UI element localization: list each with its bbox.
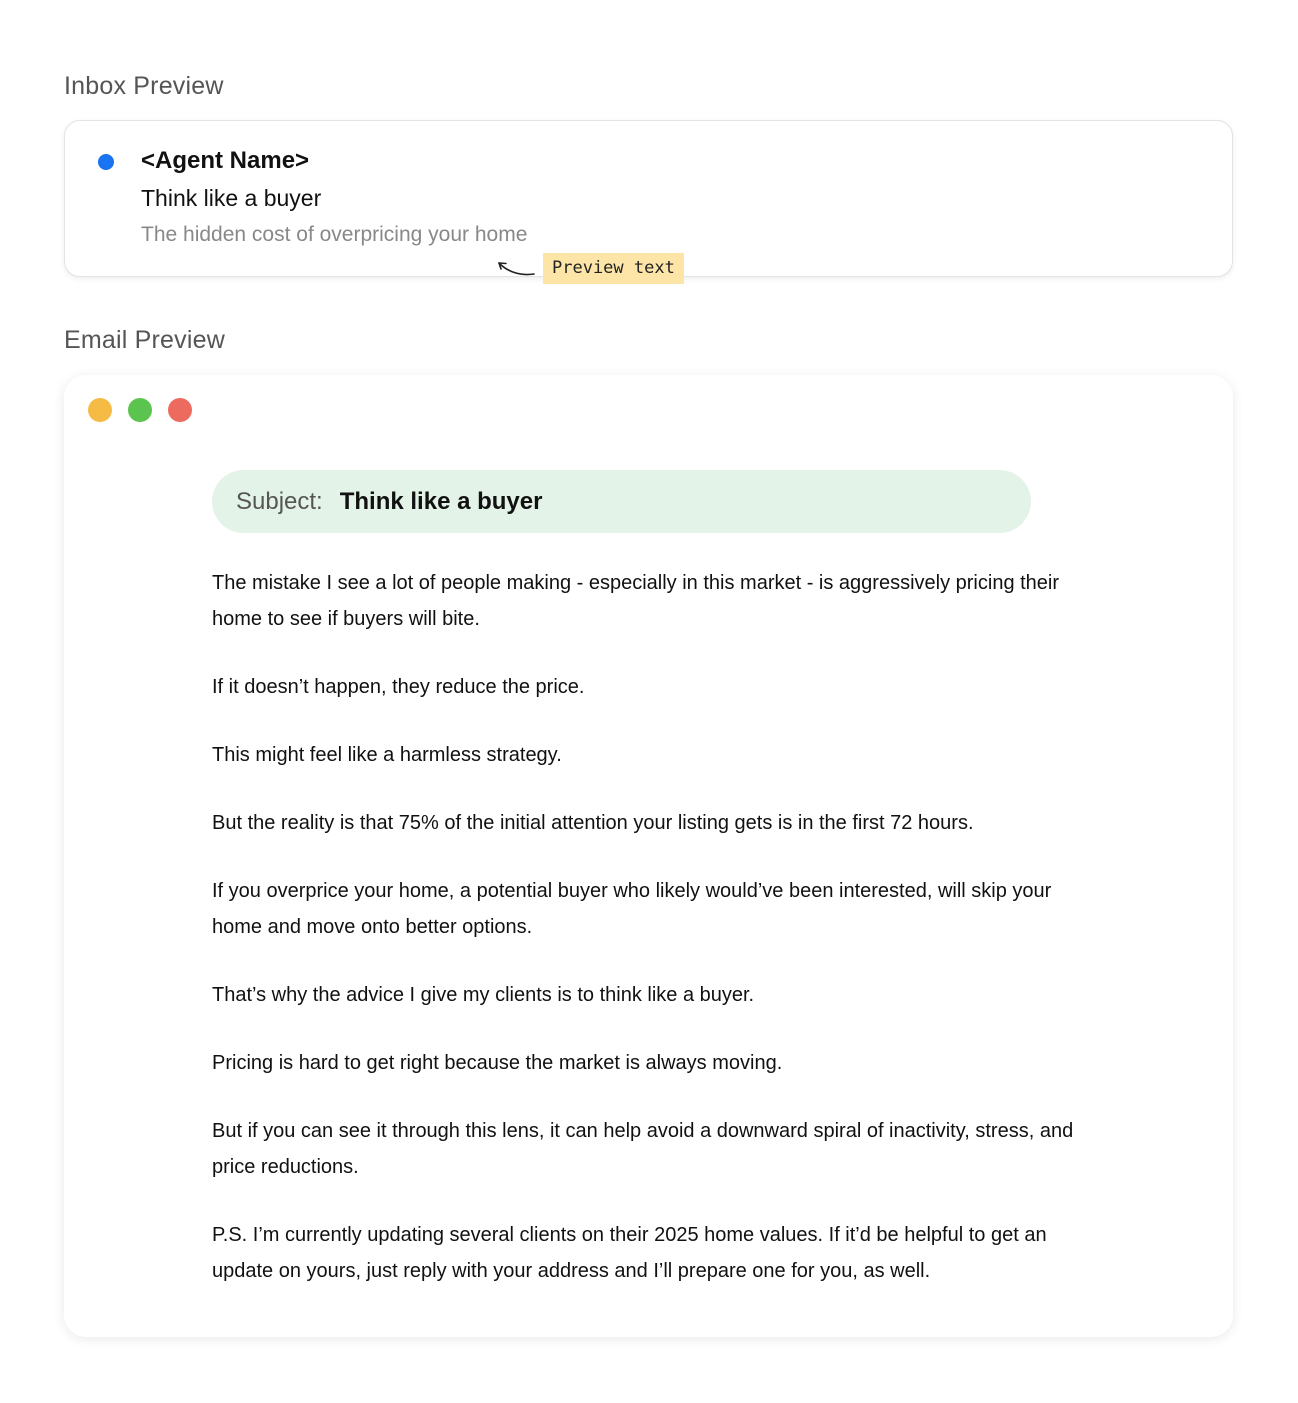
inbox-preview-text: The hidden cost of overpricing your home (141, 223, 528, 246)
preview-text-annotation: Preview text (543, 253, 684, 284)
email-paragraph: If it doesn’t happen, they reduce the price. (212, 676, 585, 698)
email-paragraph: Pricing is hard to get right because the market is always moving. (212, 1052, 783, 1074)
subject-value: Think like a buyer (339, 487, 543, 515)
unread-dot-icon (98, 154, 114, 170)
email-paragraph: The mistake I see a lot of people making - especially in this market - is aggressively pricing their home to see if buyers will bite. (212, 572, 1060, 630)
email-paragraph: This might feel like a harmless strategy. (212, 744, 562, 766)
email-paragraph: But the reality is that 75% of the initial attention your listing gets is in the first 72 hours. (212, 812, 974, 834)
window-controls (88, 398, 208, 422)
sender-name: <Agent Name> (141, 147, 310, 174)
email-preview-window (64, 375, 1233, 1337)
email-paragraph: But if you can see it through this lens, it can help avoid a downward spiral of inactivity, stress, and price reductions. (212, 1120, 1074, 1178)
email-paragraph: That’s why the advice I give my clients is to think like a buyer. (212, 984, 755, 1006)
subject-label: Subject: (236, 487, 323, 515)
email-preview-label: Email Preview (64, 326, 225, 354)
maximize-icon[interactable] (128, 398, 152, 422)
email-body (212, 565, 1092, 1321)
inbox-preview-label: Inbox Preview (64, 72, 224, 100)
curved-arrow-icon (494, 254, 538, 280)
minimize-icon[interactable] (88, 398, 112, 422)
close-icon[interactable] (168, 398, 192, 422)
email-paragraph: P.S. I’m currently updating several clients on their 2025 home values. If it’d be helpful to get an update on yours, just reply with your address and I’ll prepare one for you, as well. (212, 1224, 1047, 1282)
email-subject-bar (212, 470, 1031, 533)
email-paragraph: If you overprice your home, a potential buyer who likely would’ve been interested, will skip your home and move onto better options. (212, 880, 1052, 938)
inbox-subject: Think like a buyer (141, 185, 322, 211)
